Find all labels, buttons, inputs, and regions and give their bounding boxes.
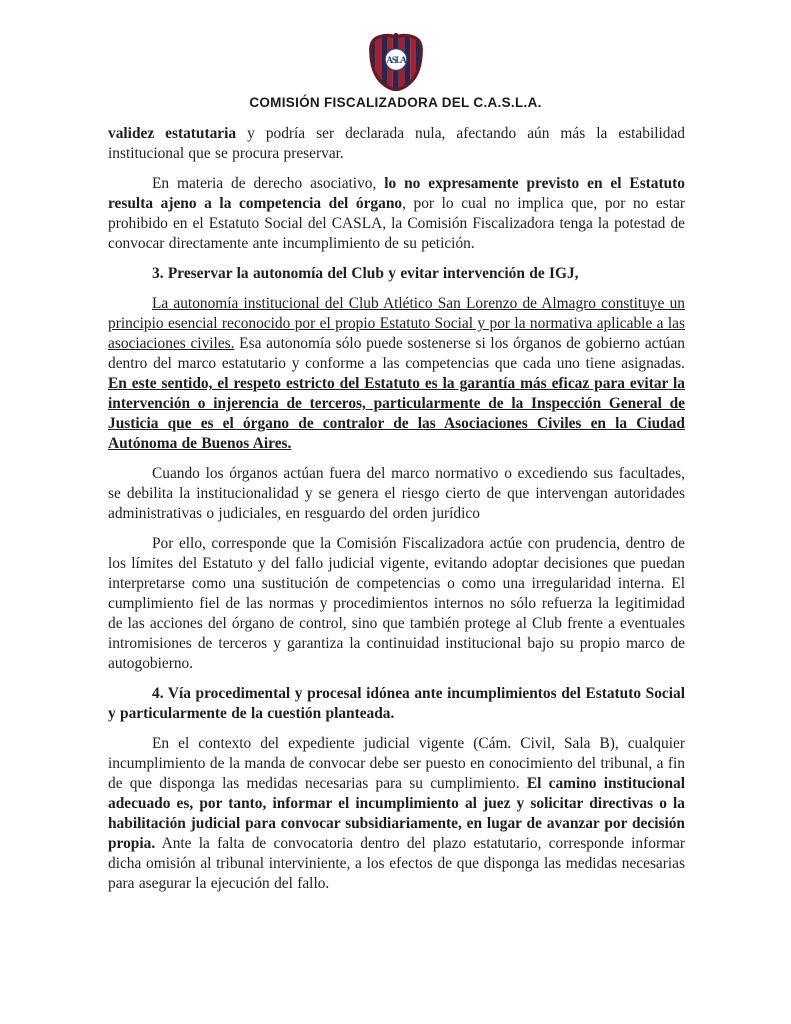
- paragraph-prudencia-comision: [108, 534, 685, 674]
- text-run: Cuando los órganos actúan fuera del marco normativo o excediendo sus facultades, se debilita la institucionalidad y se genera el riesgo cierto de que intervengan autoridades administrativas o judiciales, en resguardo del orden jurídico: [108, 465, 685, 522]
- document-body: [108, 124, 685, 904]
- text-run: validez estatutaria: [108, 125, 237, 142]
- text-run: En materia de derecho asociativo,: [152, 175, 385, 192]
- heading-text: 3. Preservar la autonomía del Club y evitar intervención de IGJ,: [152, 265, 579, 282]
- heading-text: 4. Vía procedimental y procesal idónea ante incumplimientos del Estatuto Social y particularmente de la cuestión planteada.: [108, 685, 685, 722]
- paragraph-derecho-asociativo: [108, 174, 685, 254]
- section-heading-4: [108, 684, 685, 724]
- text-run: En este sentido, el respeto estricto del Estatuto es la garantía más eficaz para evitar la intervención o injerencia de terceros, particularmente de la Inspección General de Justicia que es el órgano de contralor de las Asociaciones Civiles en la Ciudad Autónoma de Buenos Aires.: [108, 375, 685, 452]
- paragraph-autonomia-institucional: [108, 294, 685, 454]
- paragraph-via-procedimental: [108, 734, 685, 894]
- paragraph-organos-fuera-marco: [108, 464, 685, 524]
- crest-monogram: ASLA: [385, 54, 406, 65]
- text-run: Por ello, corresponde que la Comisión Fiscalizadora actúe con prudencia, dentro de los límites del Estatuto y del fallo judicial vigente, evitando adoptar decisiones que puedan interpretarse como una sustitución de competencias o como una irregularidad interna. El cumplimiento fiel de las normas y procedimientos internos no sólo refuerza la legitimidad de las acciones del órgano de control, sino que también protege al Club frente a eventuales intromisiones de terceros y garantiza la continuidad institucional bajo su propio marco de autogobierno.: [108, 535, 685, 672]
- text-run: Ante la falta de convocatoria dentro del plazo estatutario, corresponde informar dicha omisión al tribunal interviniente, a los efectos de que disponga las medidas necesarias para asegurar la ejecución del fallo.: [108, 835, 685, 892]
- text-run: y podría ser declarada nula, afectando aún más la estabilidad institucional que se procura preservar.: [108, 125, 685, 162]
- organization-title: COMISIÓN FISCALIZADORA DEL C.A.S.L.A.: [249, 95, 542, 110]
- text-run: El camino institucional adecuado es, por tanto, informar el incumplimiento al juez y solicitar directivas o la habilitación judicial para convocar subsidiariamente, en lugar de avanzar por decisión propia.: [108, 775, 686, 852]
- document-header: [0, 33, 791, 110]
- text-run: , por lo cual no implica que, por no estar prohibido en el Estatuto Social del CASLA, la Comisión Fiscalizadora tenga la potestad de convocar directamente ante incumplimiento de su petición.: [108, 195, 685, 252]
- section-heading-3: [108, 264, 685, 284]
- paragraph-validez-estatutaria: [108, 124, 685, 164]
- text-run: La autonomía institucional del Club Atlético San Lorenzo de Almagro constituye un principio esencial reconocido por el propio Estatuto Social y por la normativa aplicable a las asociaciones civiles.: [108, 295, 685, 352]
- text-run: En el contexto del expediente judicial vigente (Cám. Civil, Sala B), cualquier incumplimiento de la manda de convocar debe ser puesto en conocimiento del tribunal, a fin de que disponga las medidas necesarias para su cumplimiento.: [108, 735, 685, 792]
- casla-crest-logo: [369, 33, 423, 91]
- text-run: lo no expresamente previsto en el Estatuto resulta ajeno a la competencia del órgano: [108, 175, 686, 212]
- text-run: Esa autonomía sólo puede sostenerse si los órganos de gobierno actúan dentro del marco estatutario y conforme a las competencias que cada uno tiene asignadas.: [108, 335, 685, 372]
